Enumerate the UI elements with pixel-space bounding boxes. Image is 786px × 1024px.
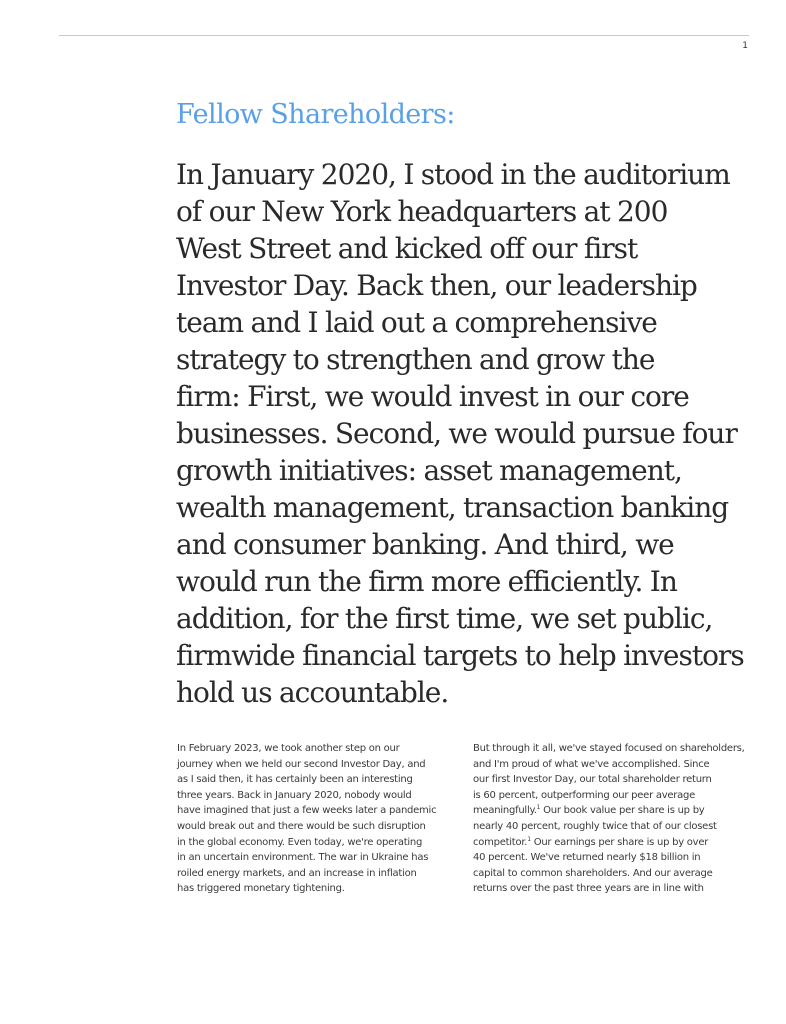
lead-line: hold us accountable. [176, 676, 449, 709]
body-line: in the global economy. Even today, we're operating [177, 836, 423, 848]
body-text: meaningfully. [473, 805, 537, 817]
page-number: 1 [742, 41, 748, 51]
lead-line: businesses. Second, we would pursue four [176, 417, 737, 450]
lead-line: and consumer banking. And third, we [176, 528, 674, 561]
body-line [473, 835, 758, 851]
body-column-left [177, 741, 457, 897]
body-text: Our book value per share is up by [540, 805, 705, 817]
footnote-marker: 1 [527, 835, 531, 843]
body-line: returns over the past three years are in line with [473, 883, 704, 895]
body-text: Our earnings per share is up by over [530, 836, 709, 848]
lead-line: firm: First, we would invest in our core [176, 380, 689, 413]
body-line: 40 percent. We've returned nearly $18 billion in [473, 852, 701, 864]
lead-line: of our New York headquarters at 200 [176, 195, 668, 228]
lead-line: team and I laid out a comprehensive [176, 306, 657, 339]
body-line: our first Investor Day, our total shareholder return [473, 774, 712, 786]
salutation-heading: Fellow Shareholders: [176, 99, 455, 130]
body-line: In February 2023, we took another step on our [177, 743, 400, 754]
lead-line: wealth management, transaction banking [176, 491, 729, 524]
lead-line: In January 2020, I stood in the auditorium [176, 158, 730, 191]
lead-line: West Street and kicked off our first [176, 232, 638, 265]
header-rule [59, 35, 749, 36]
body-text: competitor. [473, 836, 528, 848]
body-line: in an uncertain environment. The war in Ukraine has [177, 852, 429, 864]
footnote-marker: 1 [536, 804, 541, 812]
body-line: would break out and there would be such disruption [177, 820, 426, 832]
lead-line: growth initiatives: asset management, [176, 454, 682, 487]
lead-line: would run the firm more efficiently. In [176, 565, 677, 598]
lead-line: Investor Day. Back then, our leadership [176, 269, 697, 302]
body-line: capital to common shareholders. And our average [473, 867, 713, 879]
lead-line: firmwide financial targets to help investors [176, 639, 744, 672]
body-line: three years. Back in January 2020, nobody would [177, 789, 412, 801]
lead-line: strategy to strengthen and grow the [176, 343, 655, 376]
body-column-right [473, 741, 758, 897]
body-line: as I said then, it has certainly been an interesting [177, 774, 413, 786]
body-line: is 60 percent, outperforming our peer average [473, 789, 696, 801]
body-line: have imagined that just a few weeks later a pandemic [177, 805, 437, 817]
body-line: But through it all, we've stayed focused on shareholders, [473, 743, 745, 754]
body-line: has triggered monetary tightening. [177, 883, 345, 895]
body-line: nearly 40 percent, roughly twice that of our closest [473, 820, 717, 832]
lead-paragraph [176, 156, 766, 711]
body-line [473, 803, 758, 819]
body-line: and I'm proud of what we've accomplished. Since [473, 758, 710, 770]
body-line: journey when we held our second Investor Day, and [177, 758, 426, 770]
body-line: roiled energy markets, and an increase in inflation [177, 867, 417, 879]
lead-line: addition, for the first time, we set public, [176, 602, 713, 635]
